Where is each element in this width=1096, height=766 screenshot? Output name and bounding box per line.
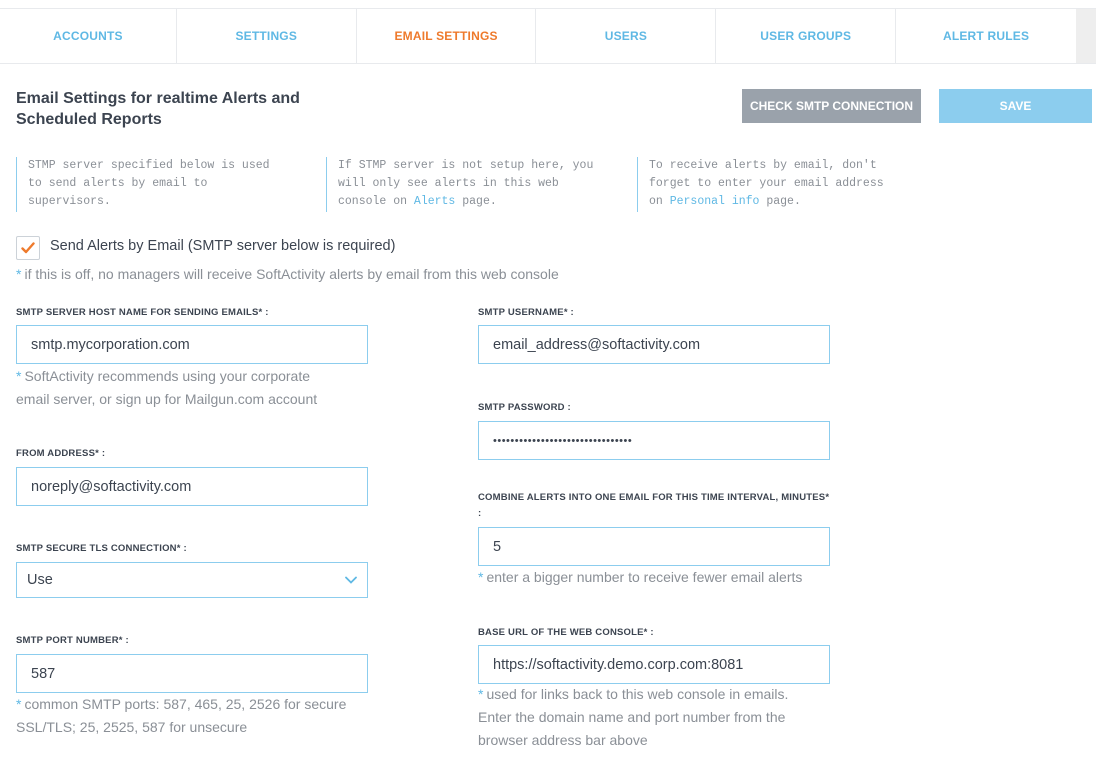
tab-bar (0, 8, 1076, 64)
hint-line (16, 365, 396, 388)
from-address-input[interactable] (16, 467, 368, 506)
info-note-personal-info (637, 157, 937, 212)
tab-bar-filler (1076, 8, 1096, 64)
send-alerts-hint (16, 263, 559, 286)
port-hint (16, 693, 396, 739)
smtp-username-input[interactable] (478, 325, 830, 364)
check-smtp-connection-button[interactable]: CHECK SMTP CONNECTION (742, 89, 921, 123)
note-text: to send alerts by email to (28, 177, 208, 190)
note-text: supervisors. (28, 195, 111, 208)
combine-interval-hint (478, 566, 858, 589)
hint-line (478, 683, 858, 706)
label-text: COMBINE ALERTS INTO ONE EMAIL FOR THIS TIME INTERVAL, MINUTES* (478, 492, 830, 503)
tab-accounts[interactable]: ACCOUNTS (0, 9, 177, 63)
base-url-hint (478, 683, 858, 752)
from-address-label: FROM ADDRESS* : (16, 448, 106, 459)
note-text: forget to enter your email address (649, 177, 884, 190)
port-input[interactable] (16, 654, 368, 693)
hint-text: if this is off, no managers will receive SoftActivity alerts by email from this web console (24, 266, 559, 282)
hint-text: browser address bar above (478, 732, 648, 748)
hint-text: SSL/TLS; 25, 2525, 587 for unsecure (16, 719, 248, 735)
info-note-smtp-usage (16, 157, 306, 212)
chevron-down-icon (345, 576, 357, 584)
checkmark-icon (21, 242, 35, 254)
note-text: on (649, 195, 663, 208)
tab-user-groups[interactable]: USER GROUPS (716, 9, 896, 63)
smtp-host-label: SMTP SERVER HOST NAME FOR SENDING EMAILS* : (16, 307, 269, 318)
label-text: : (478, 508, 482, 519)
hint-marker: * (478, 569, 484, 585)
personal-info-link[interactable]: Personal info (669, 195, 760, 208)
base-url-label: BASE URL OF THE WEB CONSOLE* : (478, 627, 654, 638)
combine-alerts-label (478, 490, 838, 522)
note-text (649, 193, 937, 211)
note-text: STMP server specified below is used (28, 159, 270, 172)
note-text: page. (766, 195, 801, 208)
tls-select[interactable] (16, 562, 368, 598)
base-url-input[interactable] (478, 645, 830, 684)
hint-line (16, 693, 396, 716)
hint-text: Enter the domain name and port number from the (478, 709, 786, 725)
hint-marker: * (16, 368, 22, 384)
tab-email-settings[interactable]: EMAIL SETTINGS (357, 9, 537, 63)
hint-text: used for links back to this web console in emails. (486, 686, 789, 702)
hint-text: SoftActivity recommends using your corporate (24, 368, 311, 384)
smtp-password-input[interactable]: •••••••••••••••••••••••••••••••• (478, 421, 830, 460)
note-text: will only see alerts in this web (338, 177, 559, 190)
send-alerts-label: Send Alerts by Email (SMTP server below is required) (50, 238, 396, 254)
info-note-no-smtp (326, 157, 626, 212)
combine-interval-input[interactable] (478, 527, 830, 566)
smtp-username-label: SMTP USERNAME* : (478, 307, 574, 318)
note-text: To receive alerts by email, don't (649, 159, 877, 172)
tab-users[interactable]: USERS (536, 9, 716, 63)
save-button[interactable]: SAVE (939, 89, 1092, 123)
hint-text: common SMTP ports: 587, 465, 25, 2526 for secure (24, 696, 347, 712)
page-title (16, 88, 356, 130)
port-label: SMTP PORT NUMBER* : (16, 635, 129, 646)
hint-text: email server, or sign up for Mailgun.com account (16, 391, 318, 407)
smtp-password-label: SMTP PASSWORD : (478, 402, 571, 413)
tls-label: SMTP SECURE TLS CONNECTION* : (16, 543, 187, 554)
tab-settings[interactable]: SETTINGS (177, 9, 357, 63)
hint-marker: * (16, 266, 22, 282)
hint-text: enter a bigger number to receive fewer email alerts (486, 569, 803, 585)
hint-marker: * (478, 686, 484, 702)
alerts-link[interactable]: Alerts (413, 195, 456, 208)
note-text: If STMP server is not setup here, you (338, 159, 594, 172)
note-text: console on (338, 195, 408, 208)
smtp-host-hint (16, 365, 396, 411)
send-alerts-checkbox[interactable] (16, 236, 40, 260)
page-title-line2: Scheduled Reports (16, 111, 162, 128)
note-text (338, 193, 626, 211)
tls-selected-value: Use (27, 572, 53, 588)
hint-marker: * (16, 696, 22, 712)
smtp-host-input[interactable] (16, 325, 368, 364)
note-text: page. (462, 195, 497, 208)
page-title-line1: Email Settings for realtime Alerts and (16, 90, 300, 107)
tab-alert-rules[interactable]: ALERT RULES (942, 29, 1030, 43)
